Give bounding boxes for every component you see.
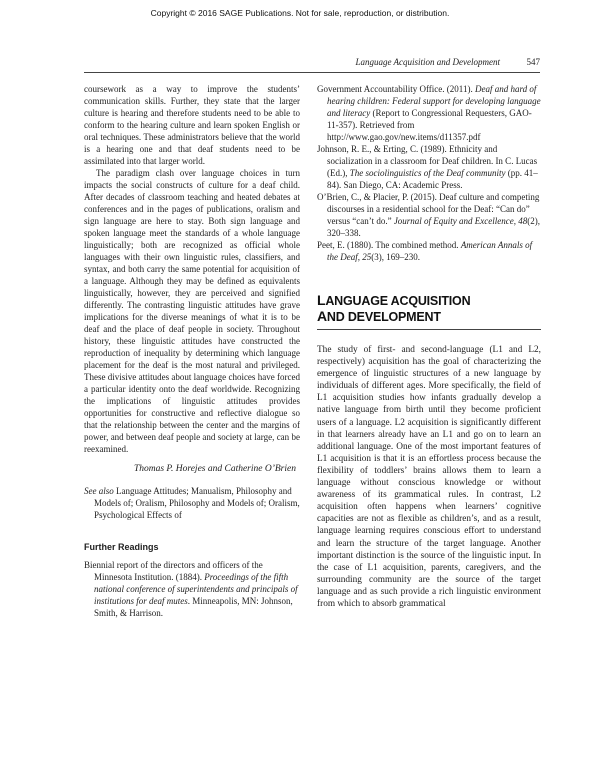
reference-entry [317, 191, 541, 239]
reference-title: The sociolinguistics of the Deaf community [349, 168, 506, 178]
section-heading-line: LANGUAGE ACQUISITION [317, 292, 471, 308]
reference-text: (pp. 41–84). San Diego, CA: Academic Press. [327, 168, 538, 190]
section-heading-line: AND DEVELOPMENT [317, 308, 441, 324]
see-also-label: See also [84, 486, 114, 496]
running-header [84, 57, 540, 71]
reference-title: Deaf and hard of hearing children: Federal support for developing language and literacy [327, 84, 541, 118]
header-rule [84, 72, 540, 73]
reference-text: Government Accountability Office. (2011). [317, 84, 475, 94]
reference-text: Peet, E. (1880). The combined method. [317, 240, 461, 250]
body-paragraph: The paradigm clash over language choices in turn impacts the social constructs of culture for a deaf child. After decades of classroom teaching and heated debates at conferences and in the pages of publications, oralism and sign language are here to stay. Both sign language and spoken language meet the standards of a whole language linguistically; both are recognized as official whole languages with their own linguistic rules, classifiers, and syntax, and both carry the same potential for acquisition of a language. Although they may be defined as equivalents linguistically, however, they are perceived and signified differently. The contrasting linguistic attitudes have grave implications for the diverse meanings of what it is to be deaf and the place of deaf people in society. Throughout history, these linguistic attitudes have constructed the reproduction of inequality by determining which language placement for the deaf is the most natural and privileged. These divisive attitudes about language choices have forced a particular identity onto the deaf worldwide. Recognizing the implications of linguistic attitudes provides opportunities for constructive and reflective dialogue so that the relationship between the center and the margins of power, and between deaf people and society at large, can be reexamined. [84, 168, 300, 454]
reference-title: Proceedings of the fifth national conference of superintendents and principals of institutions for deaf mutes [94, 572, 298, 606]
reference-text: Johnson, R. E., & Erting, C. (1989). Ethnicity and socialization in a classroom for Deaf children. In C. Lucas (Ed.), [317, 144, 538, 178]
see-also-text: Language Attitudes; Manualism, Philosophy and Models of; Oralism, Philosophy and Models of; Oralism, Psychological Effects of [94, 486, 300, 520]
reference-entry [317, 239, 541, 263]
section-rule [317, 329, 541, 330]
reference-text: Biennial report of the directors and officers of the Minnesota Institution. (1884). [84, 560, 263, 582]
reference-entry [317, 83, 541, 143]
section-body-paragraph: The study of first- and second-language (L1 and L2, respectively) acquisition has the goal of characterizing the emergence of linguistic structures of a new language by individuals of different ages. More specifically, the field of L1 acquisition studies how infants gradually develop a native language from birth until they become proficient users of a language. L2 acquisition is significantly different in that learners already have an L1 and go on to learn an additional language. One of the most important features of L1 acquisition is that it is an effortless process because the flexibility of toddlers’ brains allows them to learn a language without conscious knowledge or without awareness of its grammatical rules. In contrast, L2 acquisition often happens when learners’ cognitive capacities are not as flexible as children’s, and as a result, language learning requires conscious effort to understand and learn the structure of the target language. Another important distinction is the source of the linguistic input. In the case of L1 acquisition, parents, caregivers, and the surrounding community are the source of the target language and as such provide a rich linguistic environment from which to absorb grammatical [317, 345, 541, 609]
reference-entry [84, 559, 300, 619]
page-number: 547 [526, 57, 540, 67]
running-head-title: Language Acquisition and Development [355, 57, 500, 67]
further-readings-heading: Further Readings [84, 542, 159, 552]
reference-entry [317, 143, 541, 191]
left-column [84, 83, 300, 619]
reference-text: . Minneapolis, MN: Johnson, Smith, & Harrison. [94, 596, 293, 618]
reference-text: (3), 169–230. [371, 252, 420, 262]
copyright-notice: Copyright © 2016 SAGE Publications. Not for sale, reproduction, or distribution. [150, 8, 450, 18]
section-heading [317, 293, 541, 325]
author-signature: Thomas P. Horejes and Catherine O’Brien [133, 464, 296, 474]
reference-text: O’Brien, C., & Placier, P. (2015). Deaf culture and competing discourses in a residential school for the Deaf: “Can do” versus “can’t do.” [317, 192, 540, 226]
reference-text: (2), 320–338. [327, 216, 541, 238]
reference-title: American Annals of the Deaf, 25 [327, 240, 533, 262]
reference-text: (Report to Congressional Requesters, GAO-11-357). Retrieved from http://www.gao.gov/new.items/d11357.pdf [327, 108, 532, 142]
see-also-entry [84, 485, 300, 521]
right-column [317, 83, 541, 610]
body-paragraph-continued: coursework as a way to improve the students’ communication skills. Further, they state that the larger culture is hearing and therefore students need to be able to conform to the hearing culture and learn spoken English or oral techniques. These administrators believe that the world is a hearing one and that deaf students need to be assimilated into that larger world. [84, 84, 300, 166]
reference-title: Journal of Equity and Excellence, 48 [393, 216, 528, 226]
